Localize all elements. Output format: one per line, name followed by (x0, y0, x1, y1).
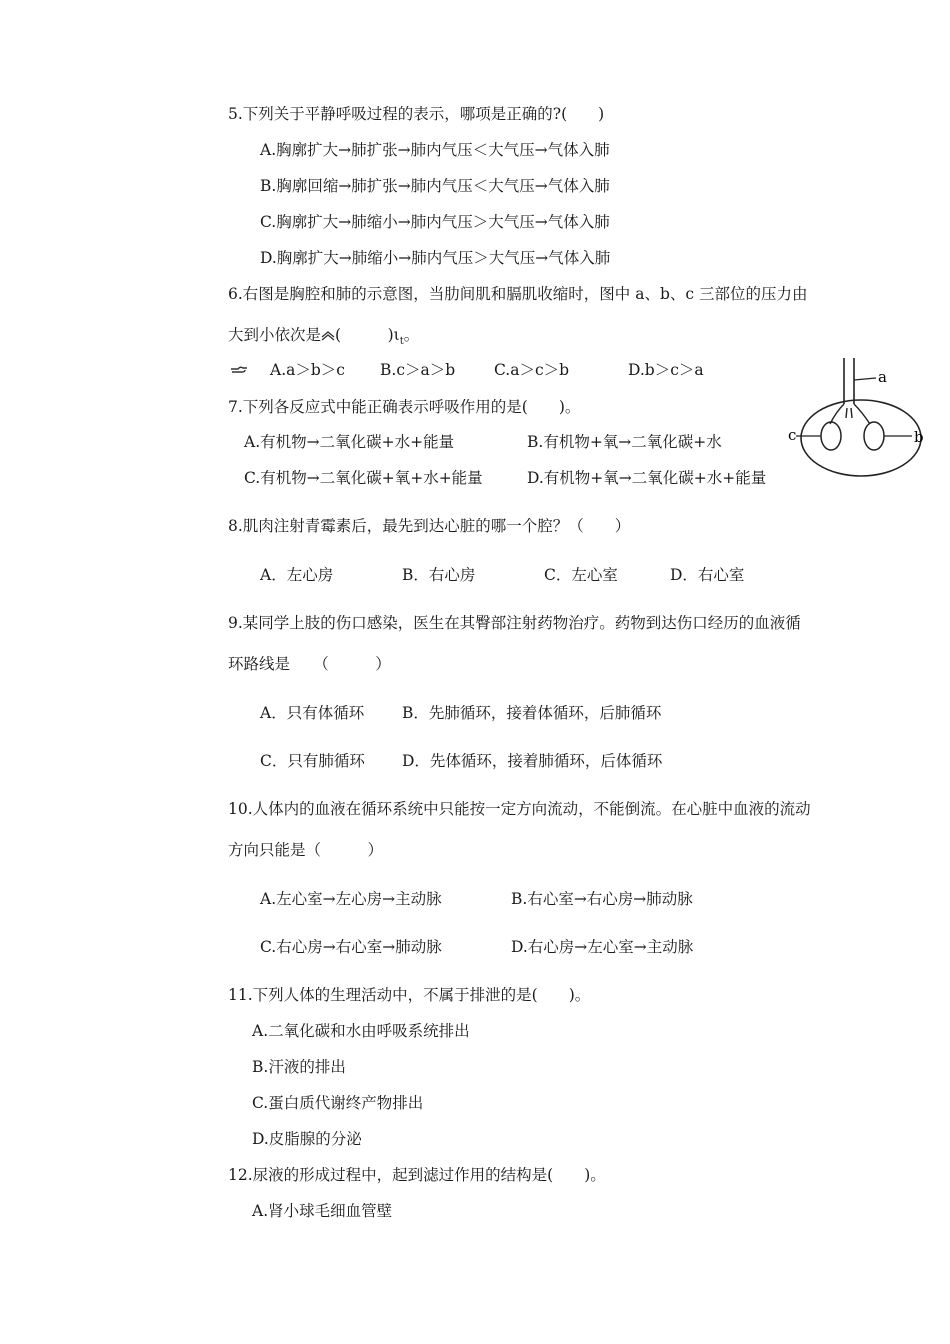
q6-stem-text: 大到小依次是 (228, 326, 322, 344)
q6-answer-blank: ( ) (335, 326, 394, 344)
q6-option-c: C.a＞c＞b (494, 361, 570, 379)
q10-option-b: B.右心室→右心房→肺动脉 (511, 890, 693, 908)
q12-stem: 12.尿液的形成过程中，起到滤过作用的结构是( )。 (228, 1166, 606, 1184)
q6-scan-mark-sub: t (399, 336, 404, 348)
bronchi (830, 404, 870, 424)
q8-option-b: B．右心房 (402, 566, 476, 584)
q10-stem-line1: 10.人体内的血液在循环系统中只能按一定方向流动，不能倒流。在心脏中血液的流动 (228, 800, 811, 818)
q8-option-a: A．左心房 (260, 566, 334, 584)
label-b: b (914, 428, 924, 446)
q6-stem-line1: 6.右图是胸腔和肺的示意图，当肋间肌和膈肌收缩时，图中 a、b、c 三部位的压力由 (228, 285, 808, 303)
q9-option-c: C．只有肺循环 (260, 752, 365, 770)
q11-option-d: D.皮脂腺的分泌 (252, 1130, 362, 1148)
q6-scan-mark: ι (393, 326, 400, 344)
q12-option-a: A.肾小球毛细血管壁 (252, 1202, 393, 1220)
q11-option-a: A.二氧化碳和水由呼吸系统排出 (252, 1022, 470, 1040)
q11-stem: 11.下列人体的生理活动中，不属于排泄的是( )。 (228, 986, 591, 1004)
q5-option-c: C.胸廓扩大→肺缩小→肺内气压＞大气压→气体入肺 (260, 213, 610, 231)
q6-option-b: B.c＞a＞b (380, 361, 456, 379)
q10-option-c: C.右心房→右心室→肺动脉 (260, 938, 442, 956)
q7-option-d: D.有机物+氧→二氧化碳+水+能量 (527, 469, 767, 487)
q11-option-c: C.蛋白质代谢终产物排出 (252, 1094, 424, 1112)
q9-option-d: D．先体循环，接着肺循环，后体循环 (402, 752, 663, 770)
label-a-line (854, 378, 876, 380)
q7-option-a: A.有机物→二氧化碳+水+能量 (244, 433, 455, 451)
q10-option-d: D.右心房→左心室→主动脉 (511, 938, 694, 956)
right-lung (864, 422, 884, 450)
q8-option-d: D．右心室 (670, 566, 745, 584)
q6-option-d: D.b＞c＞a (628, 361, 704, 379)
q11-option-b: B.汗液的排出 (252, 1058, 346, 1076)
q9-stem-line1: 9.某同学上肢的伤口感染，医生在其臀部注射药物治疗。药物到达伤口经历的血液循 (228, 614, 801, 632)
q5-option-b: B.胸廓回缩→肺扩张→肺内气压＜大气压→气体入肺 (260, 177, 610, 195)
q5-option-d: D.胸廓扩大→肺缩小→肺内气压＞大气压→气体入肺 (260, 249, 611, 267)
q8-stem: 8.肌肉注射青霉素后，最先到达心脏的哪一个腔？（ ） (228, 517, 631, 535)
scan-mark-icon (321, 329, 335, 341)
q8-option-c: C．左心室 (544, 566, 618, 584)
thorax-lung-diagram (790, 356, 940, 486)
q7-stem: 7.下列各反应式中能正确表示呼吸作用的是( )。 (228, 398, 581, 416)
q10-option-a: A.左心室→左心房→主动脉 (260, 890, 442, 908)
q6-option-a: A.a＞b＞c (270, 361, 345, 379)
q7-option-c: C.有机物→二氧化碳+氧+水+能量 (244, 469, 483, 487)
q9-option-a: A．只有体循环 (260, 704, 365, 722)
q6-stem-line2 (228, 325, 419, 352)
q9-option-b: B．先肺循环，接着体循环，后肺循环 (402, 704, 662, 722)
q9-stem-line2: 环路线是 （ ） (228, 655, 391, 673)
hand-pointer-icon (230, 364, 248, 376)
left-lung (821, 422, 841, 450)
q5-stem: 5.下列关于平静呼吸过程的表示，哪项是正确的?( ) (228, 105, 605, 123)
q6-stem-end: 。 (403, 326, 420, 344)
label-c: c (788, 426, 797, 444)
q10-stem-line2: 方向只能是（ ） (228, 841, 384, 859)
q7-option-b: B.有机物+氧→二氧化碳+水 (527, 433, 722, 451)
label-a: a (878, 368, 887, 386)
trachea (844, 358, 854, 404)
q5-option-a: A.胸廓扩大→肺扩张→肺内气压＜大气压→气体入肺 (260, 141, 610, 159)
